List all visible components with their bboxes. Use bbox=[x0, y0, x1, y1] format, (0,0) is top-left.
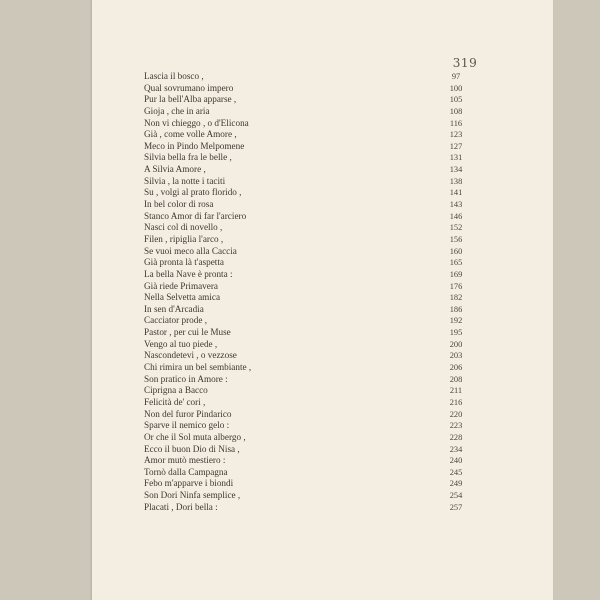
page-reference: 165 bbox=[449, 258, 463, 268]
first-line-text: Se vuoi meco alla Caccia bbox=[144, 245, 237, 256]
index-entry bbox=[144, 432, 474, 444]
book-page bbox=[92, 0, 553, 600]
index-entry bbox=[144, 490, 474, 502]
page-reference: 254 bbox=[449, 491, 463, 501]
first-line-text: Gioja , che in aria bbox=[144, 105, 210, 116]
page-reference: 100 bbox=[449, 83, 463, 93]
first-line-text: Tornò dalla Campagna bbox=[144, 466, 228, 477]
page-reference: 105 bbox=[449, 95, 463, 105]
page-reference: 220 bbox=[449, 409, 463, 419]
page-reference: 152 bbox=[449, 223, 463, 233]
first-line-text: Son pratico in Amore : bbox=[144, 373, 228, 384]
page-reference: 146 bbox=[449, 211, 463, 221]
first-line-text: Filen , ripiglia l'arco , bbox=[144, 233, 224, 244]
index-entry bbox=[144, 152, 474, 164]
index-entry bbox=[144, 304, 474, 316]
index-entry bbox=[144, 199, 474, 211]
first-line-text: Lascia il bosco , bbox=[144, 71, 204, 81]
index-entry bbox=[144, 246, 474, 258]
first-line-text: Meco in Pindo Melpomene bbox=[144, 140, 245, 151]
page-reference: 108 bbox=[449, 106, 463, 116]
first-line-text: Ciprigna a Bacco bbox=[144, 385, 208, 396]
index-entry bbox=[144, 164, 474, 176]
index-entry bbox=[144, 106, 474, 118]
index-entry bbox=[144, 222, 474, 234]
first-line-text: Silvia bella fra le belle , bbox=[144, 152, 232, 163]
index-entry bbox=[144, 269, 474, 281]
page-reference: 116 bbox=[449, 118, 463, 128]
index-entry bbox=[144, 94, 474, 106]
first-line-text: Son Dori Ninfa semplice , bbox=[144, 490, 241, 501]
index-entry bbox=[144, 234, 474, 246]
page-reference: 211 bbox=[449, 386, 463, 396]
index-entry bbox=[144, 71, 474, 83]
page-reference: 143 bbox=[449, 200, 463, 210]
first-line-text: In sen d'Arcadia bbox=[144, 303, 204, 314]
index-entry bbox=[144, 409, 474, 421]
page-reference: 127 bbox=[449, 141, 463, 151]
index-of-first-lines bbox=[144, 71, 474, 513]
index-entry bbox=[144, 141, 474, 153]
first-line-text: Vengo al tuo piede , bbox=[144, 338, 218, 349]
page-number: 319 bbox=[452, 56, 478, 70]
first-line-text: Amor mutò mestiero : bbox=[144, 455, 226, 466]
index-entry bbox=[144, 397, 474, 409]
first-line-text: A Silvia Amore , bbox=[144, 164, 206, 175]
page-reference: 223 bbox=[449, 421, 463, 431]
first-line-text: Non vi chieggo , o d'Elicona bbox=[144, 117, 249, 128]
index-entry bbox=[144, 339, 474, 351]
index-entry bbox=[144, 350, 474, 362]
index-entry bbox=[144, 467, 474, 479]
page-reference: 97 bbox=[451, 72, 461, 81]
first-line-text: Placati , Dori bella : bbox=[144, 501, 218, 512]
first-line-text: In bel color di rosa bbox=[144, 199, 214, 210]
page-reference: 169 bbox=[449, 269, 463, 279]
first-line-text: Cacciator prode , bbox=[144, 315, 208, 326]
page-reference: 249 bbox=[449, 479, 463, 489]
page-reference: 216 bbox=[449, 397, 463, 407]
index-entry bbox=[144, 176, 474, 188]
page-reference: 156 bbox=[449, 234, 463, 244]
first-line-text: Qual sovrumano impero bbox=[144, 82, 234, 93]
page-reference: 195 bbox=[449, 328, 463, 338]
page-reference: 234 bbox=[449, 444, 463, 454]
page-reference: 245 bbox=[449, 467, 463, 477]
index-entry bbox=[144, 362, 474, 374]
page-reference: 131 bbox=[449, 153, 463, 163]
index-entry bbox=[144, 374, 474, 386]
first-line-text: Già riede Primavera bbox=[144, 280, 218, 291]
index-entry bbox=[144, 83, 474, 95]
first-line-text: Nella Selvetta amica bbox=[144, 292, 221, 303]
first-line-text: Non del furor Pindarico bbox=[144, 408, 232, 419]
index-entry bbox=[144, 455, 474, 467]
page-reference: 206 bbox=[449, 363, 463, 373]
page-reference: 138 bbox=[449, 176, 463, 186]
page-reference: 208 bbox=[449, 374, 463, 384]
page-reference: 228 bbox=[449, 432, 463, 442]
page-reference: 203 bbox=[449, 351, 463, 361]
first-line-text: Già , come volle Amore , bbox=[144, 129, 237, 140]
first-line-text: Già pronta là t'aspetta bbox=[144, 257, 224, 268]
index-entry bbox=[144, 292, 474, 304]
page-reference: 186 bbox=[449, 304, 463, 314]
first-line-text: Stanco Amor di far l'arciero bbox=[144, 210, 247, 221]
index-entry bbox=[144, 502, 474, 514]
page-reference: 257 bbox=[449, 502, 463, 512]
index-entry bbox=[144, 315, 474, 327]
page-reference: 123 bbox=[449, 130, 463, 140]
first-line-text: Silvia , la notte i taciti bbox=[144, 175, 226, 186]
first-line-text: Su , volgi al prato florido , bbox=[144, 187, 242, 198]
first-line-text: Sparve il nemico gelo : bbox=[144, 420, 230, 431]
first-line-text: Nasci col di novello , bbox=[144, 222, 223, 233]
first-line-text: Pur la bell'Alba apparse , bbox=[144, 94, 237, 105]
index-entry bbox=[144, 281, 474, 293]
first-line-text: Nascondetevi , o vezzose bbox=[144, 350, 237, 361]
first-line-text: Febo m'apparve i biondi bbox=[144, 478, 234, 489]
page-reference: 141 bbox=[449, 188, 463, 198]
index-entry bbox=[144, 118, 474, 130]
first-line-text: Ecco il buon Dio di Nisa , bbox=[144, 443, 240, 454]
index-entry bbox=[144, 478, 474, 490]
page-reference: 160 bbox=[449, 246, 463, 256]
index-entry bbox=[144, 187, 474, 199]
page-reference: 176 bbox=[449, 281, 463, 291]
index-entry bbox=[144, 257, 474, 269]
page-reference: 134 bbox=[449, 165, 463, 175]
index-entry bbox=[144, 211, 474, 223]
page-reference: 192 bbox=[449, 316, 463, 326]
index-entry bbox=[144, 444, 474, 456]
first-line-text: Felicità de' cori , bbox=[144, 396, 206, 407]
first-line-text: Pastor , per cui le Muse bbox=[144, 327, 231, 338]
page-reference: 182 bbox=[449, 293, 463, 303]
index-entry bbox=[144, 129, 474, 141]
index-entry bbox=[144, 420, 474, 432]
index-entry bbox=[144, 327, 474, 339]
first-line-text: Or che il Sol muta albergo , bbox=[144, 431, 246, 442]
index-entry bbox=[144, 385, 474, 397]
first-line-text: Chi rimira un bel sembiante , bbox=[144, 362, 252, 373]
first-line-text: La bella Nave è pronta : bbox=[144, 268, 233, 279]
page-reference: 200 bbox=[449, 339, 463, 349]
page-reference: 240 bbox=[449, 456, 463, 466]
